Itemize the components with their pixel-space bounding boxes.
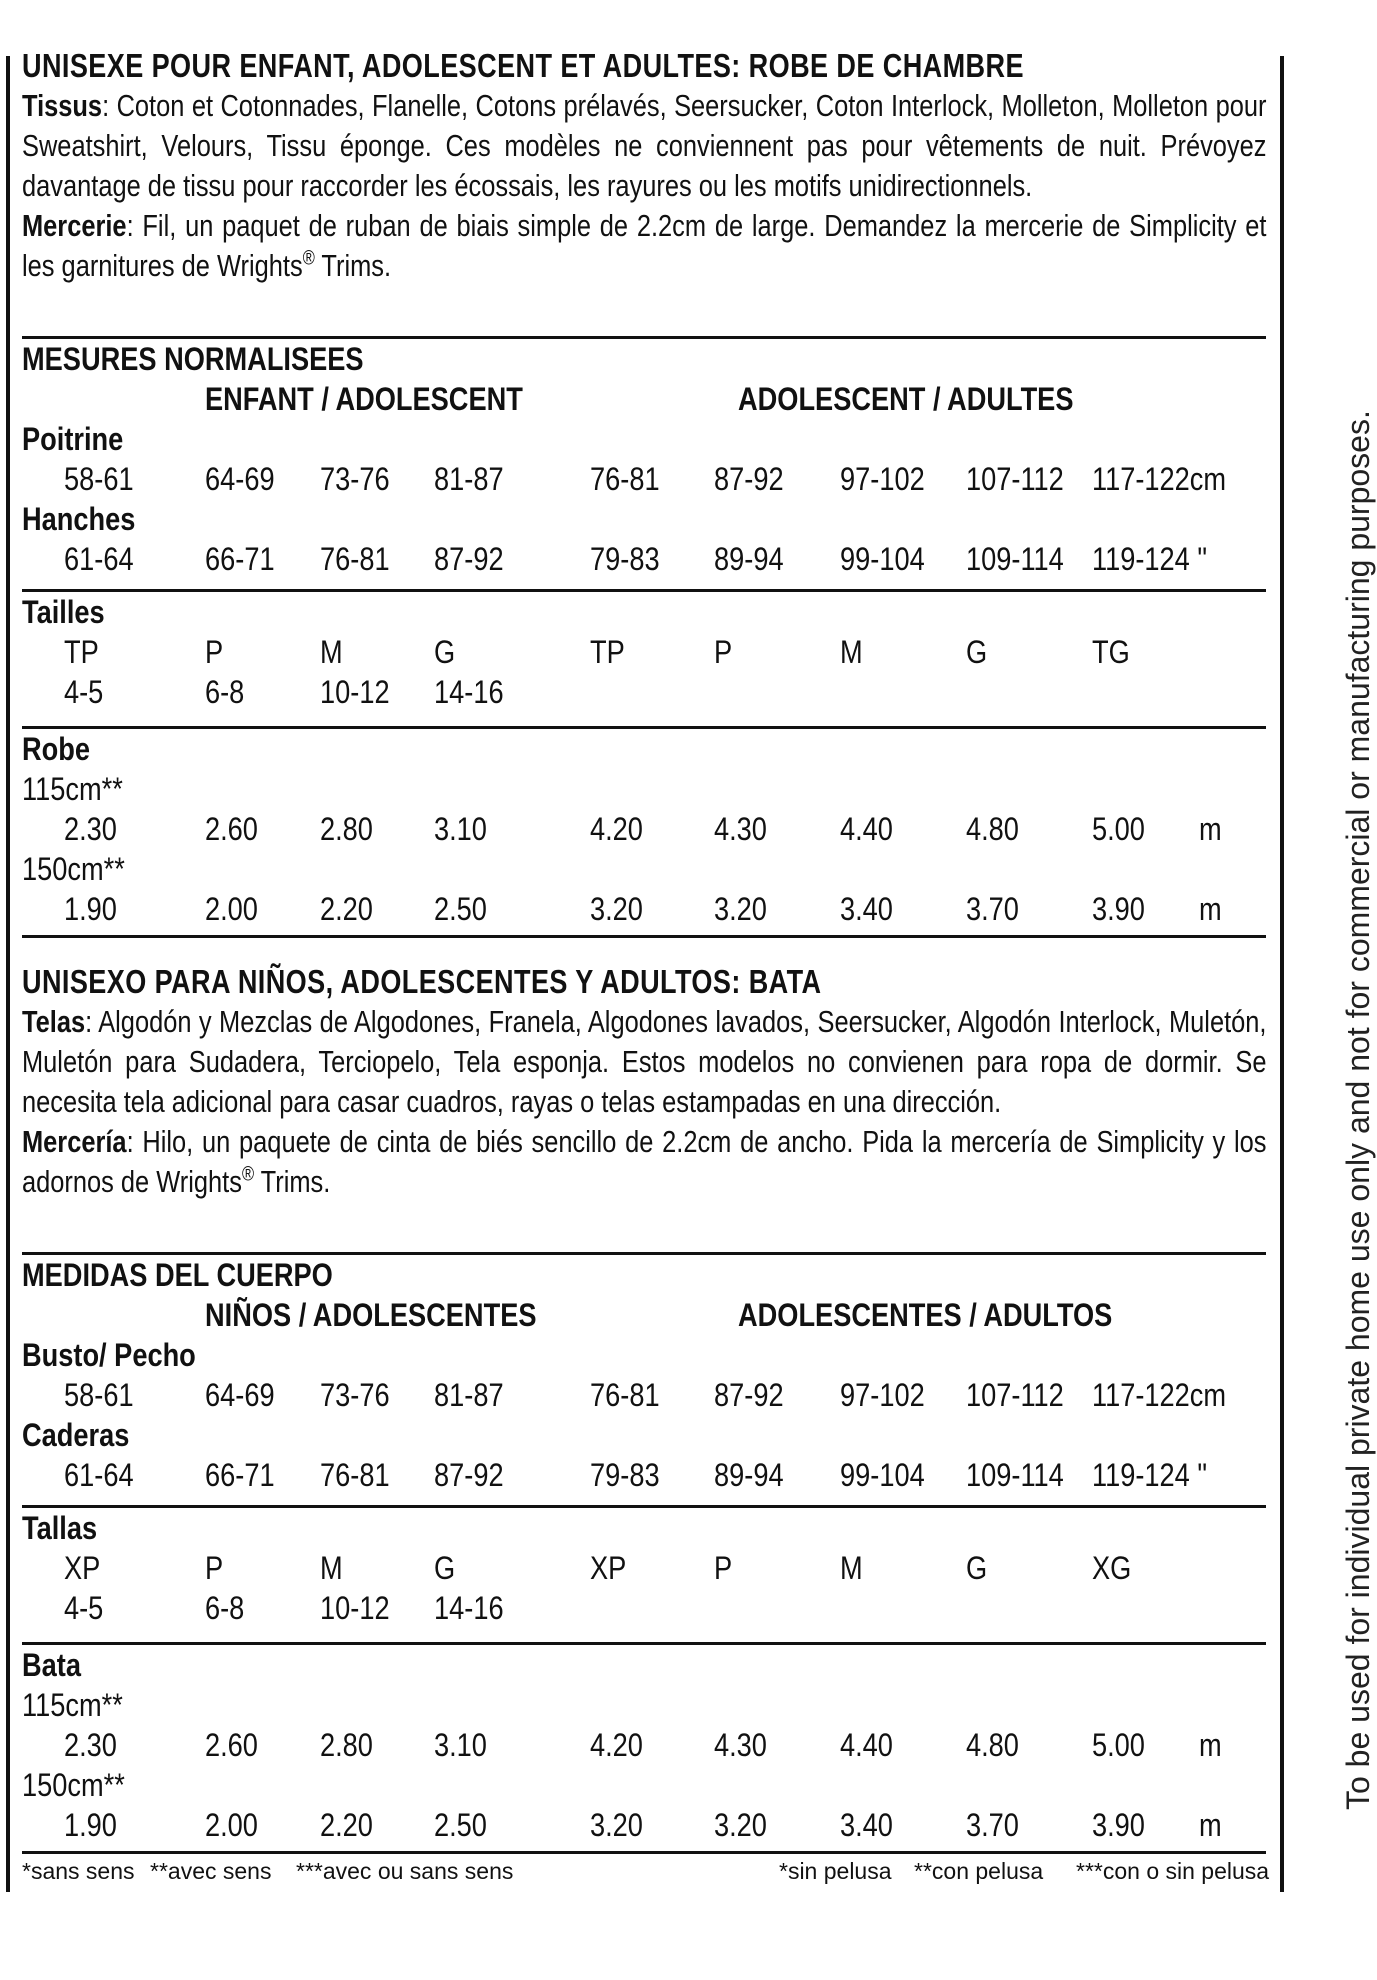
table-cell: 109-114 (966, 1457, 1064, 1493)
spanish-notions-end: Trims. (254, 1164, 331, 1199)
spanish-fabric-115-label: 115cm** (22, 1687, 123, 1723)
table-cell: m (1199, 1807, 1222, 1843)
spanish-title: UNISEXO PARA NIÑOS, ADOLESCENTES Y ADULTOS: BATA (22, 963, 822, 1000)
french-fabrics-label: Tissus (22, 88, 103, 123)
table-cell: 10-12 (320, 674, 390, 710)
table-cell: 87-92 (714, 461, 784, 497)
table-cell: 4-5 (64, 674, 104, 710)
table-cell: 3.70 (966, 891, 1019, 927)
table-cell: 3.90 (1092, 891, 1145, 927)
spanish-notions (22, 1122, 1266, 1202)
table-cell: 117-122cm (1092, 461, 1227, 497)
spanish-notions-label: Mercería (22, 1124, 127, 1159)
french-fabrics-text: : Coton et Cotonnades, Flanelle, Cotons prélavés, Seersucker, Coton Interlock, Molleton, Molleton pour Sweatshirt, Velours, Tissu éponge. Ces modèles ne conviennent pas pour vêtements de nuit. Prévoyez davantage de tissu pour raccorder les écossais, les rayures ou les motifs unidirectionnels. (22, 88, 1267, 203)
table-cell: 66-71 (205, 1457, 275, 1493)
left-border-line (6, 56, 10, 1892)
table-cell: 3.40 (840, 1807, 893, 1843)
registered-mark: ® (241, 1163, 255, 1186)
table-cell: TG (1092, 634, 1130, 670)
spanish-sizes-label: Tallas (22, 1510, 98, 1546)
spanish-measurements-title: MEDIDAS DEL CUERPO (22, 1257, 333, 1293)
table-cell: 6-8 (205, 674, 245, 710)
divider (22, 935, 1266, 938)
table-cell: 2.60 (205, 1727, 258, 1763)
table-cell: 4.40 (840, 1727, 893, 1763)
footnote-es-3: ***con o sin pelusa (1076, 1858, 1270, 1884)
table-cell: 2.20 (320, 891, 373, 927)
table-cell: P (205, 1550, 224, 1586)
table-cell: 10-12 (320, 1590, 390, 1626)
table-cell: 76-81 (320, 1457, 390, 1493)
table-cell: 4.30 (714, 811, 767, 847)
french-hip-label: Hanches (22, 501, 136, 537)
table-cell: 2.00 (205, 1807, 258, 1843)
table-cell: 3.90 (1092, 1807, 1145, 1843)
spanish-fabric-150-label: 150cm** (22, 1767, 125, 1803)
table-cell: 3.10 (434, 811, 487, 847)
footnotes (22, 1854, 1270, 1888)
table-cell: 64-69 (205, 1377, 275, 1413)
right-border-line (1280, 56, 1284, 1892)
french-notions-text: : Fil, un paquet de ruban de biais simple de 2.2cm de large. Demandez la mercerie de Simplicity et les garnitures de Wrights (22, 208, 1267, 283)
table-cell: 4-5 (64, 1590, 104, 1626)
table-cell: P (714, 1550, 733, 1586)
spanish-sizes-row (22, 1548, 1266, 1588)
table-cell: 107-112 (966, 461, 1064, 497)
table-cell: 117-122cm (1092, 1377, 1227, 1413)
spanish-chest-label: Busto/ Pecho (22, 1337, 196, 1373)
spanish-group-left: NIÑOS / ADOLESCENTES (205, 1297, 537, 1333)
spanish-hip-row (22, 1455, 1266, 1495)
table-cell: 99-104 (840, 541, 925, 577)
table-cell: 97-102 (840, 1377, 925, 1413)
table-cell: 107-112 (966, 1377, 1064, 1413)
table-cell: XP (590, 1550, 627, 1586)
french-group-right: ADOLESCENT / ADULTES (738, 381, 1074, 417)
french-notions (22, 206, 1266, 286)
spanish-hip-label: Caderas (22, 1417, 130, 1453)
table-cell: 119-124 " (1092, 1457, 1208, 1493)
table-cell: 81-87 (434, 1377, 504, 1413)
table-cell: 1.90 (64, 1807, 117, 1843)
footnote-es-2: **con pelusa (914, 1858, 1044, 1884)
table-cell: 4.20 (590, 811, 643, 847)
table-cell: 89-94 (714, 1457, 784, 1493)
spanish-fabrics-label: Telas (22, 1004, 86, 1039)
french-measurements-title: MESURES NORMALISEES (22, 341, 364, 377)
spanish-section (22, 962, 1266, 1202)
table-cell: 3.20 (590, 1807, 643, 1843)
french-fabric-150-label: 150cm** (22, 851, 125, 887)
table-cell: 2.50 (434, 1807, 487, 1843)
table-cell: 66-71 (205, 541, 275, 577)
spanish-notions-text: : Hilo, un paquete de cinta de biés sencillo de 2.2cm de ancho. Pida la mercería de Simplicity y los adornos de Wrights (22, 1124, 1267, 1199)
footnote-fr-1: *sans sens (22, 1858, 135, 1884)
french-group-left: ENFANT / ADOLESCENT (205, 381, 523, 417)
table-cell: 76-81 (590, 461, 660, 497)
table-cell: XP (64, 1550, 101, 1586)
french-size-table (22, 336, 1266, 938)
table-cell: 5.00 (1092, 1727, 1145, 1763)
table-cell: 2.50 (434, 891, 487, 927)
table-cell: 6-8 (205, 1590, 245, 1626)
table-cell: 4.30 (714, 1727, 767, 1763)
table-cell: 1.90 (64, 891, 117, 927)
table-cell: XG (1092, 1550, 1132, 1586)
spanish-fabrics-text: : Algodón y Mezclas de Algodones, Franela, Algodones lavados, Seersucker, Algodón Interlock, Muletón, Muletón para Sudadera, Terciopelo, Tela esponja. Estos modelos no convienen para ropa de dormir. Se necesita tela adicional para casar cuadros, rayas o telas estampadas en una dirección. (22, 1004, 1267, 1119)
table-cell: 3.10 (434, 1727, 487, 1763)
table-cell: P (205, 634, 224, 670)
table-cell: 2.80 (320, 1727, 373, 1763)
table-cell: 2.60 (205, 811, 258, 847)
spanish-yardage-150-row (22, 1805, 1266, 1845)
table-cell: 3.20 (714, 1807, 767, 1843)
table-cell: 14-16 (434, 1590, 504, 1626)
french-yardage-150-row (22, 889, 1266, 929)
table-cell: 64-69 (205, 461, 275, 497)
spanish-yardage-115-row (22, 1725, 1266, 1765)
table-cell: 4.40 (840, 811, 893, 847)
table-cell: 79-83 (590, 1457, 660, 1493)
table-cell: 99-104 (840, 1457, 925, 1493)
table-cell: 4.80 (966, 811, 1019, 847)
spanish-garment-label: Bata (22, 1647, 81, 1683)
french-notions-end: Trims. (314, 248, 392, 283)
chart-content (22, 46, 1266, 286)
table-cell: 2.30 (64, 1727, 117, 1763)
table-cell: 2.30 (64, 811, 117, 847)
table-cell: 76-81 (590, 1377, 660, 1413)
french-hip-row (22, 539, 1266, 579)
spanish-size-table (22, 1252, 1270, 1888)
table-cell: 61-64 (64, 1457, 134, 1493)
table-cell: TP (64, 634, 99, 670)
table-cell: 2.80 (320, 811, 373, 847)
table-cell: 58-61 (64, 461, 134, 497)
table-cell: 119-124 " (1092, 541, 1208, 577)
table-cell: M (320, 1550, 343, 1586)
french-yardage-115-row (22, 809, 1266, 849)
footnote-es-1: *sin pelusa (779, 1858, 892, 1884)
table-cell: M (320, 634, 343, 670)
table-cell: 79-83 (590, 541, 660, 577)
table-cell: 58-61 (64, 1377, 134, 1413)
table-cell: M (840, 1550, 863, 1586)
table-cell: P (714, 634, 733, 670)
table-cell: 73-76 (320, 1377, 390, 1413)
table-cell: m (1199, 891, 1222, 927)
table-cell: 87-92 (434, 1457, 504, 1493)
french-fabrics (22, 86, 1266, 206)
french-fabric-115-label: 115cm** (22, 771, 123, 807)
table-cell: G (434, 634, 456, 670)
table-cell: 87-92 (714, 1377, 784, 1413)
table-cell: 3.20 (714, 891, 767, 927)
footnote-fr-3: ***avec ou sans sens (296, 1858, 514, 1884)
spanish-fabrics (22, 1002, 1266, 1122)
table-cell: 109-114 (966, 541, 1064, 577)
table-cell: G (966, 634, 988, 670)
footnote-fr-2: **avec sens (150, 1858, 272, 1884)
spanish-group-right: ADOLESCENTES / ADULTOS (738, 1297, 1113, 1333)
french-title: UNISEXE POUR ENFANT, ADOLESCENT ET ADULTES: ROBE DE CHAMBRE (22, 47, 1024, 84)
table-cell: 14-16 (434, 674, 504, 710)
french-chest-label: Poitrine (22, 421, 124, 457)
french-sizes-label: Tailles (22, 594, 105, 630)
table-cell: m (1199, 1727, 1222, 1763)
french-ages-row (22, 672, 1266, 712)
french-notions-label: Mercerie (22, 208, 127, 243)
registered-mark: ® (302, 247, 315, 270)
table-cell: 73-76 (320, 461, 390, 497)
table-cell: 5.00 (1092, 811, 1145, 847)
table-cell: 61-64 (64, 541, 134, 577)
table-cell: 2.20 (320, 1807, 373, 1843)
table-cell: G (966, 1550, 988, 1586)
table-cell: 3.20 (590, 891, 643, 927)
table-cell: M (840, 634, 863, 670)
french-garment-label: Robe (22, 731, 90, 767)
table-cell: 2.00 (205, 891, 258, 927)
table-cell: 97-102 (840, 461, 925, 497)
table-cell: m (1199, 811, 1222, 847)
table-cell: 3.40 (840, 891, 893, 927)
table-cell: 81-87 (434, 461, 504, 497)
table-cell: G (434, 1550, 456, 1586)
french-sizes-row (22, 632, 1266, 672)
table-cell: 89-94 (714, 541, 784, 577)
table-cell: 4.80 (966, 1727, 1019, 1763)
french-chest-row (22, 459, 1266, 499)
table-cell: 76-81 (320, 541, 390, 577)
table-cell: 87-92 (434, 541, 504, 577)
spanish-ages-row (22, 1588, 1266, 1628)
spanish-chest-row (22, 1375, 1266, 1415)
table-cell: 3.70 (966, 1807, 1019, 1843)
side-note: To be used for individual private home use only and not for commercial or manufacturing purposes. (1340, 410, 1376, 1810)
table-cell: TP (590, 634, 625, 670)
french-section (22, 46, 1266, 286)
table-cell: 4.20 (590, 1727, 643, 1763)
